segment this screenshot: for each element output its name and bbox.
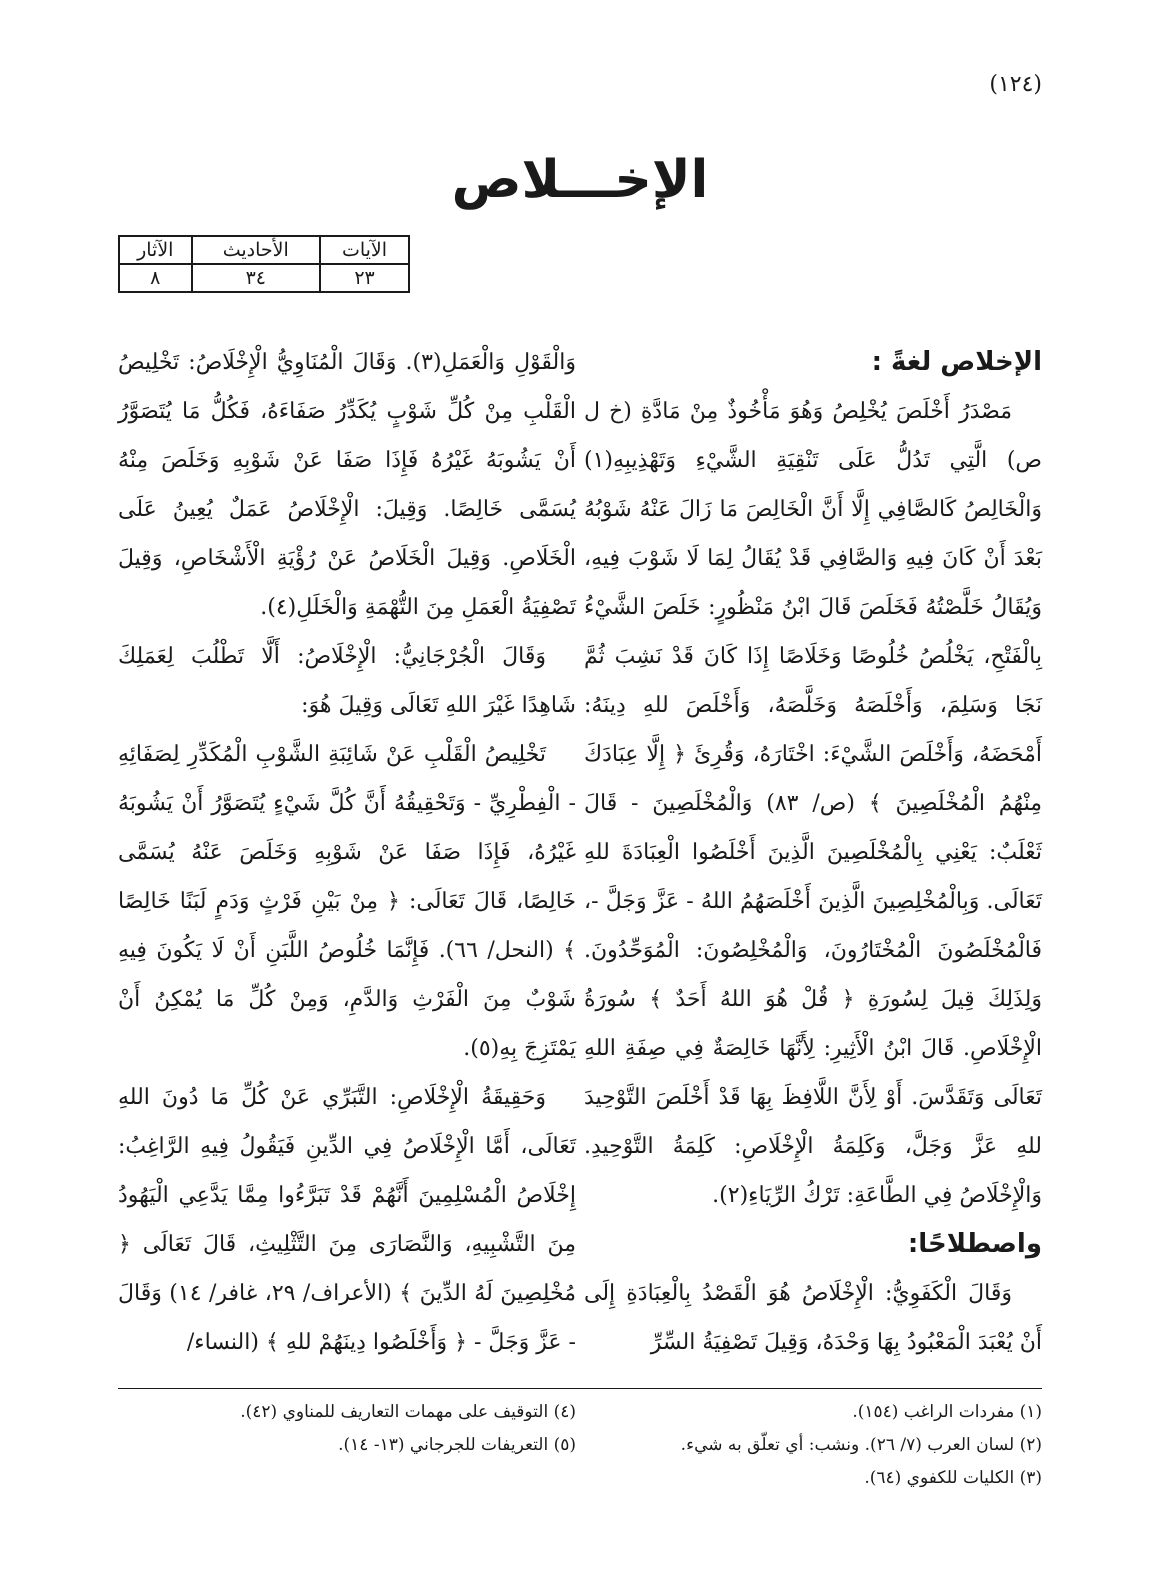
footnote-1: (١) مفردات الراغب (١٥٤). (852, 1402, 1042, 1422)
footnote-divider (118, 1388, 1042, 1389)
counts-table (118, 235, 410, 293)
footnotes-right (584, 1396, 1042, 1495)
page-number: (١٢٤) (989, 72, 1042, 97)
value-ayat: ٢٣ (320, 264, 409, 292)
paragraph-munawi: وَالْقَوْلِ وَالْعَمَلِ(٣). وَقَالَ الْمُنَاوِيُّ الْإِخْلَاصُ: تَخْلِيصُ الْقَلْبِ مِنْ كُلِّ شَوْبٍ يُكَدِّرُ صَفَاءَهُ، فَكُلُّ مَا يُتَصَوَّرُ أَنْ يَشُوبَهُ غَيْرُهُ فَإِذَا صَفَا عَنْ شَوْبِهِ وَخَلَصَ مِنْهُ يُسَمَّى خَالِصًا. وَقِيلَ: الْإِخْلَاصُ عَمَلٌ يُعِينُ عَلَى الْخَلَاصِ. وَقِيلَ الْخَلَاصُ عَنْ رُؤْيَةِ الْأَشْخَاصِ، وَقِيلَ تَصْفِيَةُ الْعَمَلِ مِنَ التُّهْمَةِ وَالْخَلَلِ(٤). (118, 350, 576, 620)
value-ahadith: ٣٤ (192, 264, 321, 292)
value-athar: ٨ (119, 264, 192, 292)
footnote-2: (٢) لسان العرب (٧/ ٢٦). ونشب: أي تعلّق به شيء. (680, 1435, 1042, 1455)
paragraph-lugha: مَصْدَرُ أَخْلَصَ يُخْلِصُ وَهُوَ مَأْخُوذٌ مِنْ مَادَّةِ (خ ل ص) الَّتِي تَدُلُّ عَلَى تَنْقِيَةِ الشَّيْءِ وَتَهْذِيبِهِ(١) وَالْخَالِصُ كَالصَّافِي إِلَّا أَنَّ الْخَالِصَ مَا زَالَ عَنْهُ شَوْبُهُ بَعْدَ أَنْ كَانَ فِيهِ وَالصَّافِي قَدْ يُقَالُ لِمَا لَا شَوْبَ فِيهِ، وَيُقَالُ خَلَّصْتُهُ فَخَلَصَ قَالَ ابْنُ مَنْظُورٍ: خَلَصَ الشَّيْءُ بِالْفَتْحِ، يَخْلُصُ خُلُوصًا وَخَلَاصًا إِذَا كَانَ قَدْ نَشِبَ ثُمَّ نَجَا وَسَلِمَ، وَأَخْلَصَهُ وَخَلَّصَهُ، وَأَخْلَصَ للهِ دِينَهُ: أَمْحَضَهُ، وَأَخْلَصَ الشَّيْءَ: اخْتَارَهُ، وَقُرِئَ ﴿ إِلَّا عِبَادَكَ مِنْهُمُ الْمُخْلَصِينَ ﴾ (ص/ ٨٣) وَالْمُخْلَصِينَ - قَالَ ثَعْلَبٌ: يَعْنِي بِالْمُخْلَصِينَ الَّذِينَ أَخْلَصُوا الْعِبَادَةَ للهِ تَعَالَى. وَبِالْمُخْلِصِينَ الَّذِينَ أَخْلَصَهُمُ اللهُ - عَزَّ وَجَلَّ -، فَالْمُخْلَصُونَ الْمُخْتَارُونَ، وَالْمُخْلِصُونَ: الْمُوَحِّدُونَ. وَلِذَلِكَ قِيلَ لِسُورَةِ ﴿ قُلْ هُوَ اللهُ أَحَدٌ ﴾ سُورَةُ الْإِخْلَاصِ. قَالَ ابْنُ الْأَثِيرِ: لِأَنَّهَا خَالِصَةٌ فِي صِفَةِ اللهِ تَعَالَى وَتَقَدَّسَ. أَوْ لِأَنَّ اللَّافِظَ بِهَا قَدْ أَخْلَصَ التَّوْحِيدَ للهِ عَزَّ وَجَلَّ، وَكَلِمَةُ الْإِخْلَاصِ: كَلِمَةُ التَّوْحِيدِ. وَالْإِخْلَاصُ فِي الطَّاعَةِ: تَرْكُ الرِّيَاءِ(٢). (584, 399, 1042, 1208)
heading-istilah: واصطلاحًا: (907, 1229, 1042, 1259)
paragraph-takhlis: تَخْلِيصُ الْقَلْبِ عَنْ شَائِبَةِ الشَّوْبِ الْمُكَدِّرِ لِصَفَائِهِ - الْفِطْرِيِّ - وَتَحْقِيقُهُ أَنَّ كُلَّ شَيْءٍ يُتَصَوَّرُ أَنْ يَشُوبَهُ غَيْرُهُ، فَإِذَا صَفَا عَنْ شَوْبِهِ وَخَلَصَ عَنْهُ يُسَمَّى خَالِصًا، قَالَ تَعَالَى: ﴿ مِنْ بَيْنِ فَرْثٍ وَدَمٍ لَبَنًا خَالِصًا ﴾ (النحل/ ٦٦). فَإِنَّمَا خُلُوصُ اللَّبَنِ أَنْ لَا يَكُونَ فِيهِ شَوْبٌ مِنَ الْفَرْثِ وَالدَّمِ، وَمِنْ كُلِّ مَا يُمْكِنُ أَنْ يَمْتَزِجَ بِهِ(٥). (118, 742, 576, 1061)
footnotes-left (118, 1396, 576, 1462)
footnote-3: (٣) الكليات للكفوي (٦٤). (864, 1468, 1042, 1488)
header-ahadith: الأحاديث (192, 236, 321, 264)
paragraph-haqiqa: وَحَقِيقَةُ الْإِخْلَاصِ: التَّبَرِّي عَنْ كُلِّ مَا دُونَ اللهِ تَعَالَى، أَمَّا الْإِخْلَاصُ فِي الدِّينِ فَيَقُولُ فِيهِ الرَّاغِبُ: إِخْلَاصُ الْمُسْلِمِينَ أَنَّهُمْ قَدْ تَبَرَّءُوا مِمَّا يَدَّعِي الْيَهُودُ مِنَ التَّشْبِيهِ، وَالنَّصَارَى مِنَ التَّثْلِيثِ، قَالَ تَعَالَى ﴿ مُخْلِصِينَ لَهُ الدِّينَ ﴾ (الأعراف/ ٢٩، غافر/ ١٤) وَقَالَ - عَزَّ وَجَلَّ - ﴿ وَأَخْلَصُوا دِينَهُمْ للهِ ﴾ (النساء/ (118, 1085, 576, 1355)
heading-lugha: الإخلاص لغةً : (871, 347, 1042, 377)
page-title: الإخـــلاص (451, 150, 709, 210)
footnote-4: (٤) التوقيف على مهمات التعاريف للمناوي (٤٢). (240, 1402, 576, 1422)
right-column (584, 338, 1042, 1367)
paragraph-istilah: وَقَالَ الْكَفَوِيُّ: الْإِخْلَاصُ هُوَ الْقَصْدُ بِالْعِبَادَةِ إِلَى أَنْ يُعْبَدَ الْمَعْبُودُ بِهَا وَحْدَهُ، وَقِيلَ تَصْفِيَةُ السِّرِّ (584, 1281, 1042, 1355)
footnote-5: (٥) التعريفات للجرجاني (١٣- ١٤). (338, 1435, 576, 1455)
header-athar: الآثار (119, 236, 192, 264)
left-column (118, 338, 576, 1367)
header-ayat: الآيات (320, 236, 409, 264)
table-header-row (119, 236, 409, 264)
paragraph-jurjani: وَقَالَ الْجُرْجَانِيُّ: الْإِخْلَاصُ: أَلَّا تَطْلُبَ لِعَمَلِكَ شَاهِدًا غَيْرَ اللهِ تَعَالَى وَقِيلَ هُوَ: (118, 644, 576, 718)
table-values-row (119, 264, 409, 292)
